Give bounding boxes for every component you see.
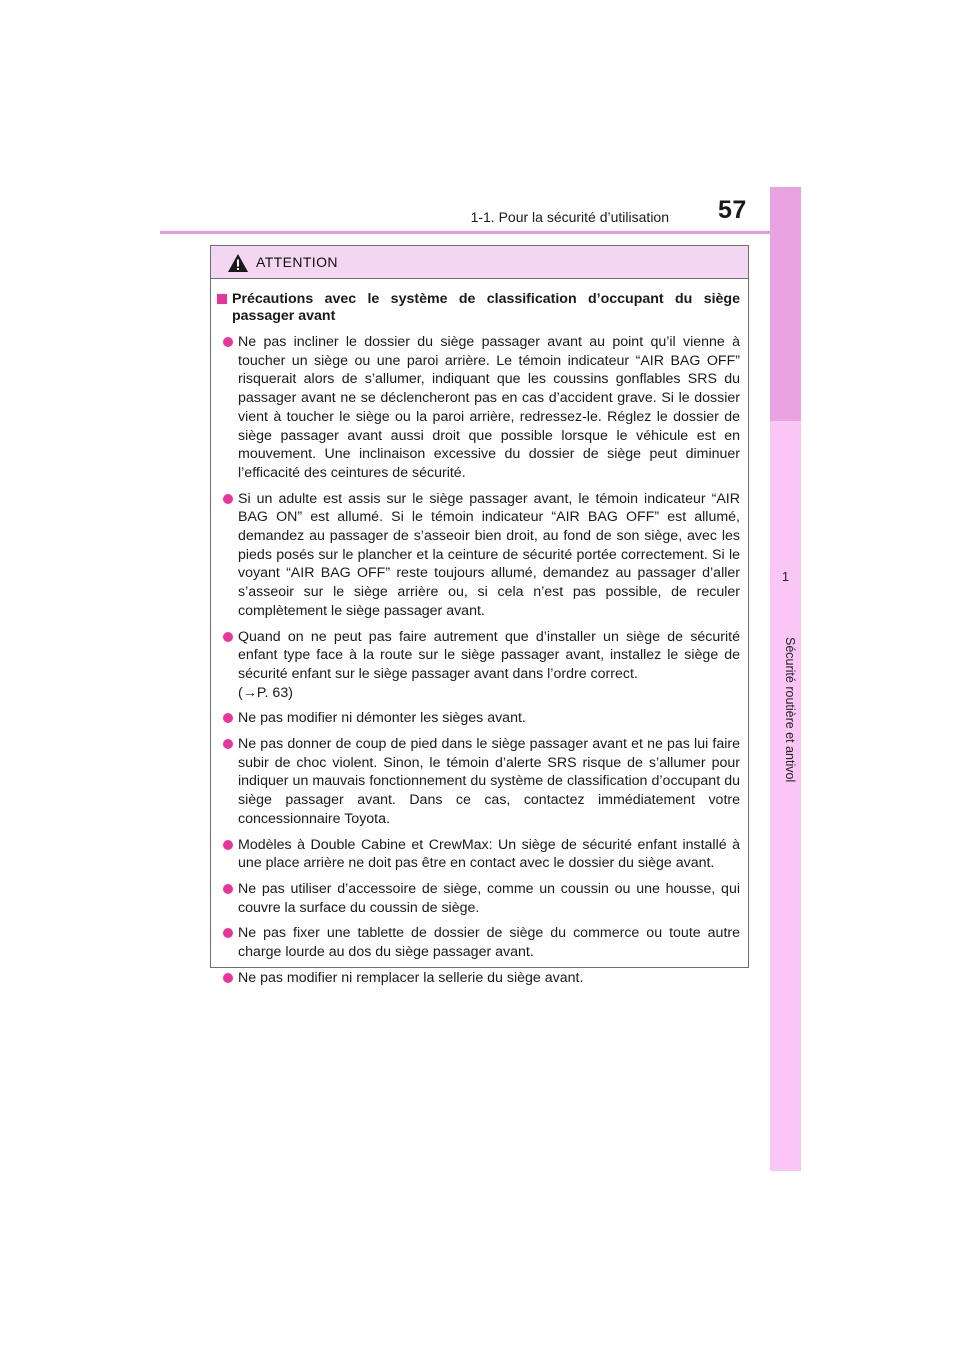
page-reference: (→P. 63) — [238, 684, 293, 701]
bullet-dot-icon — [223, 973, 233, 983]
list-item — [217, 969, 740, 988]
warning-triangle-icon — [228, 254, 248, 272]
section-label: 1-1. Pour la sécurité d’utilisation — [470, 209, 669, 225]
bullet-dot-icon — [223, 884, 233, 894]
square-bullet-icon — [217, 294, 227, 304]
item-text: Ne pas incliner le dossier du siège passager avant au point qu’il vienne à toucher un siège ou une paroi arrière. Le témoin indicateur “AIR BAG OFF” risquerait alors de s’allumer, indiquant que les coussins gonflables SRS du passager avant ne se déclencheront pas en cas d’accident grave. Si le dossier vient à toucher le siège ou la paroi arrière, redressez-le. Réglez le dossier de siège passager avant aussi droit que possible lorsque le véhicule est en mouvement. Une inclinaison excessive du dossier de siège peut diminuer l’efficacité des ceintures de sécurité. — [238, 334, 740, 481]
list-item — [217, 836, 740, 873]
chapter-side-tab — [770, 187, 801, 1171]
item-text: Si un adulte est assis sur le siège passager avant, le témoin indicateur “AIR BAG ON” est allumé. Si le témoin indicateur “AIR BAG OFF” est allumé, demandez au passager de s’asseoir bien droit, au fond de son siège, avec les pieds posés sur le plancher et la ceinture de sécurité portée correctement. Si le voyant “AIR BAG OFF” reste toujours allumé, demandez au passager d’aller s’asseoir sur le siège arrière ou, si cela n’est pas possible, de reculer complètement le siège passager avant. — [238, 490, 740, 619]
caution-header — [211, 246, 748, 279]
bullet-dot-icon — [223, 337, 233, 347]
section-heading — [217, 291, 740, 325]
list-item — [217, 924, 740, 961]
tab-top-block — [770, 187, 801, 419]
bullet-dot-icon — [223, 713, 233, 723]
bullet-dot-icon — [223, 928, 233, 938]
chapter-title: Sécurité routière et antivol — [783, 637, 797, 783]
list-item — [217, 735, 740, 829]
caution-box — [210, 245, 749, 986]
list-item — [217, 628, 740, 703]
bullet-dot-icon — [223, 494, 233, 504]
header-rule — [160, 231, 800, 234]
item-text: Ne pas modifier ni remplacer la sellerie du siège avant. — [238, 969, 584, 986]
item-text — [238, 628, 740, 703]
list-item — [217, 880, 740, 917]
list-item — [217, 709, 740, 728]
item-text: Modèles à Double Cabine et CrewMax: Un siège de sécurité enfant installé à une place arrière ne doit pas être en contact avec le dossier du siège avant. — [238, 836, 740, 872]
item-text: Ne pas donner de coup de pied dans le siège passager avant et ne pas lui faire subir de choc violent. Sinon, le témoin d’alerte SRS risque de s’allumer pour indiquer un mauvais fonctionnement du système de classification d’occupant du siège passager avant. Dans ce cas, contactez immédiatement votre concessionnaire Toyota. — [238, 736, 740, 827]
item-text: Ne pas modifier ni démonter les sièges avant. — [238, 710, 526, 727]
tab-rule — [770, 419, 801, 421]
precautions-list — [217, 333, 740, 988]
caution-body — [211, 279, 748, 988]
item-text: Ne pas fixer une tablette de dossier de siège du commerce ou toute autre charge lourde au dos du siège passager avant. — [238, 925, 740, 961]
item-text: Ne pas utiliser d’accessoire de siège, comme un coussin ou une housse, qui couvre la surface du coussin de siège. — [238, 880, 740, 916]
list-item — [217, 333, 740, 483]
page-number: 57 — [718, 196, 747, 224]
section-title: Précautions avec le système de classification d’occupant du siège passager avant — [232, 291, 740, 324]
caution-label: ATTENTION — [256, 254, 338, 270]
bullet-dot-icon — [223, 632, 233, 642]
item-text-body: Quand on ne peut pas faire autrement que d’installer un siège de sécurité enfant type face à la route sur le siège passager avant, installez le siège de sécurité enfant sur le siège passager avant dans l’ordre correct. — [238, 628, 740, 682]
bullet-dot-icon — [223, 840, 233, 850]
chapter-number: 1 — [781, 569, 790, 584]
bullet-dot-icon — [223, 739, 233, 749]
list-item — [217, 490, 740, 621]
